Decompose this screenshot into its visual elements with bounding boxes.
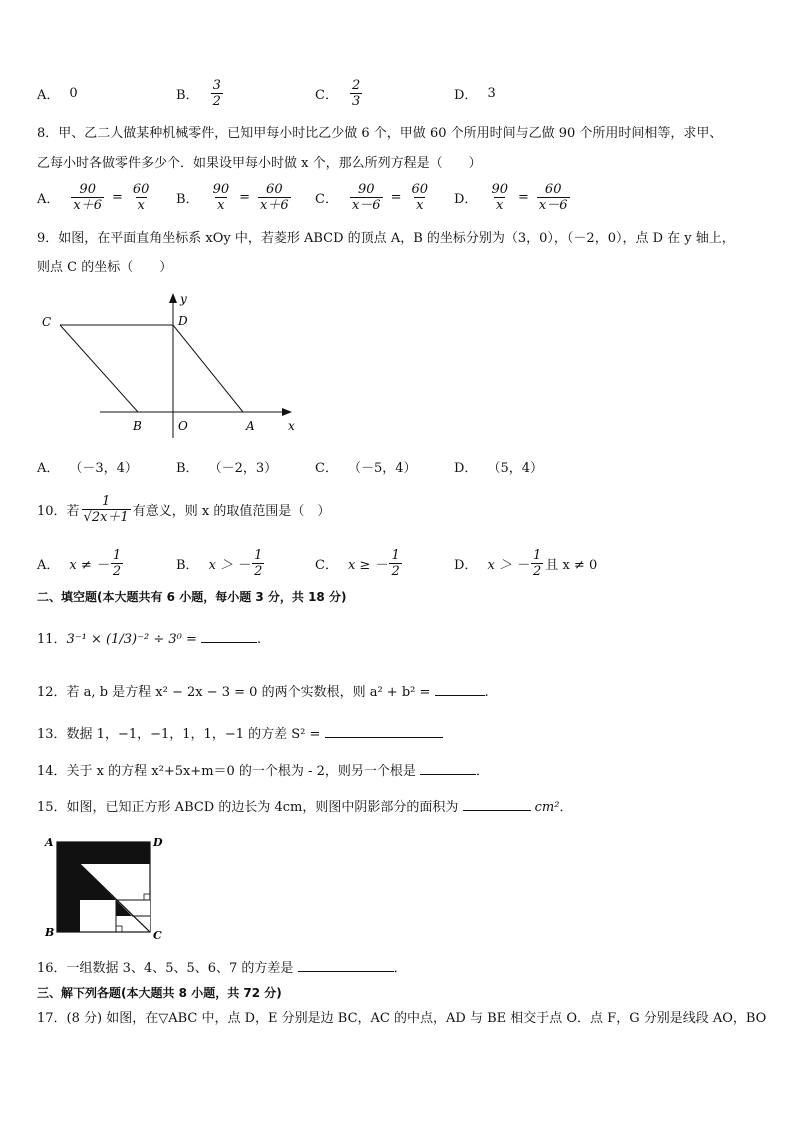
label-d: D	[178, 314, 188, 328]
answer-blank[interactable]	[420, 760, 476, 775]
q10-option-d: D． x ＞ － $\frac{1}{2}$ 且 x ≠ 0	[454, 548, 598, 579]
q9-option-b: B． （－2，3）	[176, 461, 278, 476]
label-b: B	[133, 419, 142, 433]
q9-line1: 9．如图，在平面直角坐标系 xOy 中，若菱形 ABCD 的顶点 A，B 的坐标分别为（3，0），（－2，0），点 D 在 y 轴上，	[37, 231, 735, 246]
q17: 17．(8 分) 如图，在▽ABC 中，点 D，E 分别是边 BC，AC 的中点，AD 与 BE 相交于点 O．点 F，G 分别是线段 AO，BO	[37, 1011, 767, 1026]
q7-option-c: C． $\frac{2}{3}$	[315, 78, 361, 109]
q10-options	[37, 548, 757, 579]
q9-option-c: C． （－5，4）	[315, 461, 417, 476]
q8-options	[37, 182, 757, 213]
answer-blank[interactable]	[435, 681, 485, 696]
label-c: C	[42, 315, 52, 329]
q7-option-a: A． 0	[37, 86, 78, 103]
q10-option-c: C． x ≥ － $\frac{1}{2}$	[315, 548, 400, 579]
q9-option-d: D． （5，4）	[454, 461, 543, 476]
q16: 16．一组数据 3、4、5、5、6、7 的方差是 ．	[37, 957, 407, 978]
q8-line1: 8．甲、乙二人做某种机械零件，已知甲每小时比乙少做 6 个，甲做 60 个所用时间与乙做 90 个所用时间相等，求甲、	[37, 126, 723, 141]
q9-option-a: A． （－3，4）	[37, 461, 138, 476]
fraction: $\frac{3}{2}$	[212, 78, 221, 109]
q10-option-b: B． x ＞ － $\frac{1}{2}$	[176, 548, 263, 579]
answer-blank[interactable]	[201, 628, 257, 643]
q11: 11．3⁻¹ × (1/3)⁻² ÷ 3⁰ = .	[37, 628, 261, 649]
q7-option-b: B． $\frac{3}{2}$	[176, 78, 221, 109]
label-d: D	[153, 836, 163, 849]
q10-option-a: A． x ≠ － $\frac{1}{2}$	[37, 548, 122, 579]
q7-options	[37, 78, 757, 109]
label-o: O	[178, 419, 188, 433]
answer-blank[interactable]	[325, 723, 443, 738]
answer-blank[interactable]	[463, 796, 531, 811]
q8-option-b: B． $\frac{90}{x}$ = $\frac{60}{x+6}$	[176, 182, 289, 213]
answer-blank[interactable]	[298, 957, 394, 972]
q13: 13．数据 1，−1，−1，1，1，−1 的方差 S² =	[37, 723, 443, 744]
q8-line2: 乙每小时各做零件多少个．如果设甲每小时做 x 个，那么所列方程是（ ）	[37, 156, 482, 171]
q7-option-d: D． 3	[454, 86, 496, 103]
section-fill-in: 二、填空题(本大题共有 6 小题，每小题 3 分，共 18 分)	[37, 590, 347, 604]
label-c: C	[153, 929, 162, 942]
q9-rhombus-figure	[30, 288, 310, 438]
q8-option-a: A． $\frac{90}{x+6}$ = $\frac{60}{x}$	[37, 182, 150, 213]
label-a: A	[246, 419, 255, 433]
label-b: B	[45, 926, 55, 939]
q14: 14．关于 x 的方程 x²+5x+m＝0 的一个根为 - 2，则另一个根是 ．	[37, 760, 489, 781]
q8-option-c: C． $\frac{90}{x-6}$ = $\frac{60}{x}$	[315, 182, 429, 213]
label-a: A	[45, 836, 54, 849]
section-solve: 三、解下列各题(本大题共 8 小题，共 72 分)	[37, 986, 282, 1000]
label-y: y	[180, 292, 187, 306]
q9-line2: 则点 C 的坐标（ ）	[37, 260, 173, 275]
q9-options	[37, 457, 757, 476]
fraction: $\frac{2}{3}$	[351, 78, 361, 109]
q15-square-figure	[40, 834, 170, 942]
fraction: $\frac{1}{√2x+1}$	[83, 494, 129, 525]
label-x: x	[288, 419, 295, 433]
q8-option-d: D． $\frac{90}{x}$ = $\frac{60}{x-6}$	[454, 182, 568, 213]
q12: 12．若 a, b 是方程 x² − 2x − 3 = 0 的两个实数根，则 a² + b² = .	[37, 681, 489, 702]
q15: 15．如图，已知正方形 ABCD 的边长为 4cm，则图中阴影部分的面积为 cm²．	[37, 796, 573, 817]
q10-stem: 10．若 $\frac{1}{√2x+1}$ 有意义，则 x 的取值范围是（ ）	[37, 494, 331, 525]
